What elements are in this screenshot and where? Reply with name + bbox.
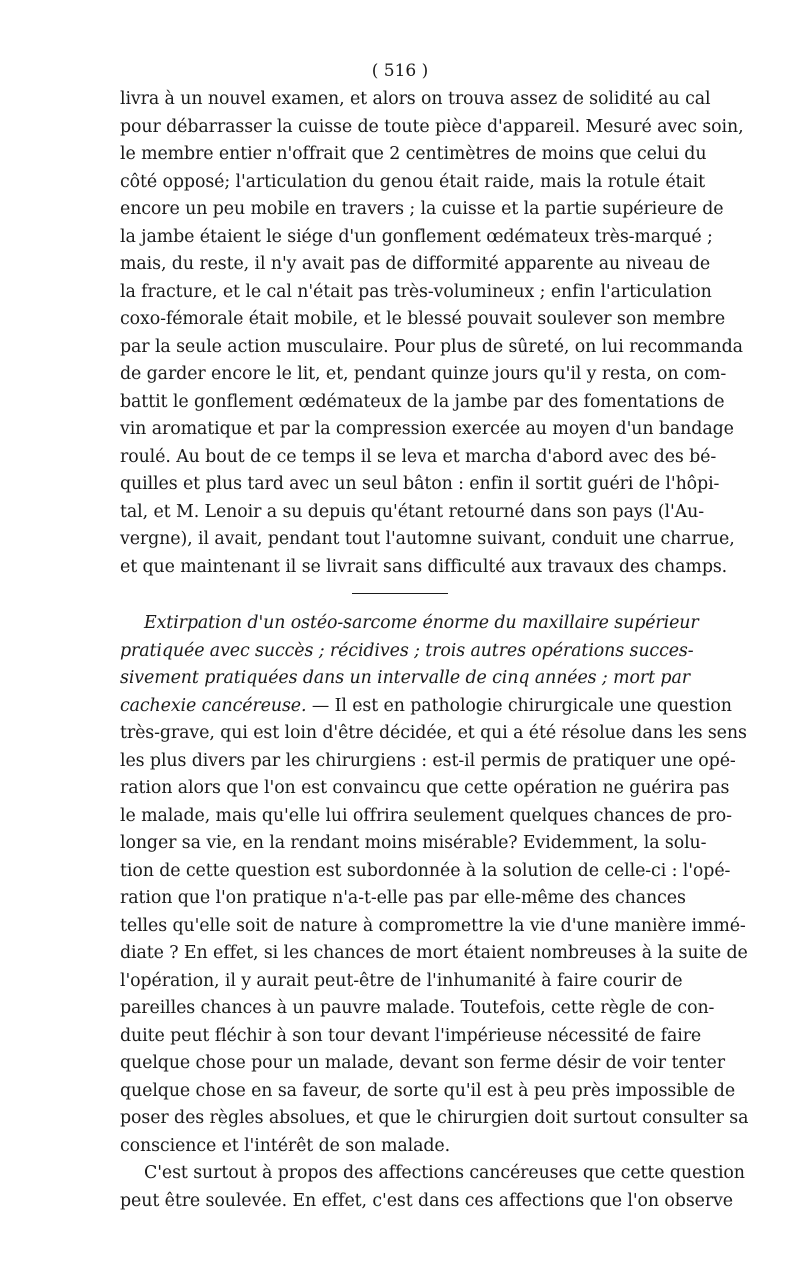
text-line: battit le gonflement œdémateux de la jambe par des fomentations de — [120, 391, 725, 412]
text-line: coxo-fémorale était mobile, et le blessé pouvait soulever son membre — [120, 309, 726, 329]
text-line: de garder encore le lit, et, pendant quinze jours qu'il y resta, on com- — [120, 364, 727, 384]
section-divider — [352, 593, 448, 594]
text-line: livra à un nouvel examen, et alors on trouva assez de solidité au cal — [120, 89, 711, 109]
text-line: roulé. Au bout de ce temps il se leva et marcha d'abord avec des bé- — [120, 446, 717, 467]
paragraph-cancer-question — [120, 1160, 745, 1215]
text-line: l'opération, il y aurait peut-être de l'inhumanité à faire courir de — [120, 970, 683, 991]
section-heading-tail: cachexie cancéreuse. — [120, 695, 307, 716]
text-line: pareilles chances à un pauvre malade. Toutefois, cette règle de con- — [120, 998, 715, 1018]
text-line: pour débarrasser la cuisse de toute pièce d'appareil. Mesuré avec soin, — [120, 116, 744, 137]
text-line: par la seule action musculaire. Pour plus de sûreté, on lui recommanda — [120, 336, 743, 357]
text-line: tion de cette question est subordonnée à la solution de celle-ci : l'opé- — [120, 860, 731, 881]
text-line: la jambe étaient le siége d'un gonflement œdémateux très-marqué ; — [120, 226, 713, 247]
text-line: quilles et plus tard avec un seul bâton : enfin il sortit guéri de l'hôpi- — [120, 474, 720, 494]
text-line: tal, et M. Lenoir a su depuis qu'étant retourné dans son pays (l'Au- — [120, 501, 704, 522]
text-line: conscience et l'intérêt de son malade. — [120, 1135, 451, 1156]
text-line: le malade, mais qu'elle lui offrira seulement quelques chances de pro- — [120, 805, 732, 826]
text-line: la fracture, et le cal n'était pas très-volumineux ; enfin l'articulation — [120, 281, 712, 302]
text-line: mais, du reste, il n'y avait pas de difformité apparente au niveau de — [120, 254, 711, 274]
text-line: côté opposé; l'articulation du genou était raide, mais la rotule était — [120, 171, 706, 192]
text-span: — Il est en pathologie chirurgicale une question — [306, 695, 732, 716]
section-heading-line: sivement pratiquées dans un intervalle de cinq années ; mort par — [120, 668, 690, 688]
text-line: quelque chose pour un malade, devant son ferme désir de voir tenter — [120, 1053, 725, 1073]
text-line: vergne), il avait, pendant tout l'automne suivant, conduit une charrue, — [120, 529, 735, 549]
text-line: quelque chose en sa faveur, de sorte qu'il est à peu près impossible de — [120, 1080, 736, 1101]
text-line: très-grave, qui est loin d'être décidée, et qui a été résolue dans les sens — [120, 723, 747, 743]
text-line: diate ? En effet, si les chances de mort étaient nombreuses à la suite de — [120, 943, 748, 963]
text-line: C'est surtout à propos des affections cancéreuses que cette question — [144, 1163, 745, 1183]
text-line — [120, 693, 732, 721]
text-line: les plus divers par les chirurgiens : est-il permis de pratiquer une opé- — [120, 750, 736, 771]
text-line: poser des règles absolues, et que le chirurgien doit surtout consulter sa — [120, 1108, 749, 1128]
section-heading-line: Extirpation d'un ostéo-sarcome énorme du maxillaire supérieur — [144, 613, 699, 633]
text-line: le membre entier n'offrait que 2 centimètres de moins que celui du — [120, 144, 707, 164]
text-line: ration alors que l'on est convaincu que cette opération ne guérira pas — [120, 778, 730, 798]
paragraph-section-heading — [120, 610, 749, 1160]
text-line: peut être soulevée. En effet, c'est dans ces affections que l'on observe — [120, 1190, 733, 1211]
text-line: duite peut fléchir à son tour devant l'impérieuse nécessité de faire — [120, 1025, 702, 1046]
paragraph-case-conclusion — [120, 86, 744, 581]
text-line: encore un peu mobile en travers ; la cuisse et la partie supérieure de — [120, 199, 724, 219]
document-page — [120, 60, 749, 1215]
section-heading-line: pratiquée avec succès ; récidives ; trois autres opérations succes- — [120, 640, 694, 661]
text-line: longer sa vie, en la rendant moins misérable? Evidemment, la solu- — [120, 833, 707, 853]
text-line: et que maintenant il se livrait sans difficulté aux travaux des champs. — [120, 556, 728, 577]
text-line: ration que l'on pratique n'a-t-elle pas par elle-même des chances — [120, 888, 686, 908]
text-line: vin aromatique et par la compression exercée au moyen d'un bandage — [120, 419, 734, 439]
text-line: telles qu'elle soit de nature à compromettre la vie d'une manière immé- — [120, 915, 746, 936]
page-number: ( 516 ) — [371, 61, 429, 81]
